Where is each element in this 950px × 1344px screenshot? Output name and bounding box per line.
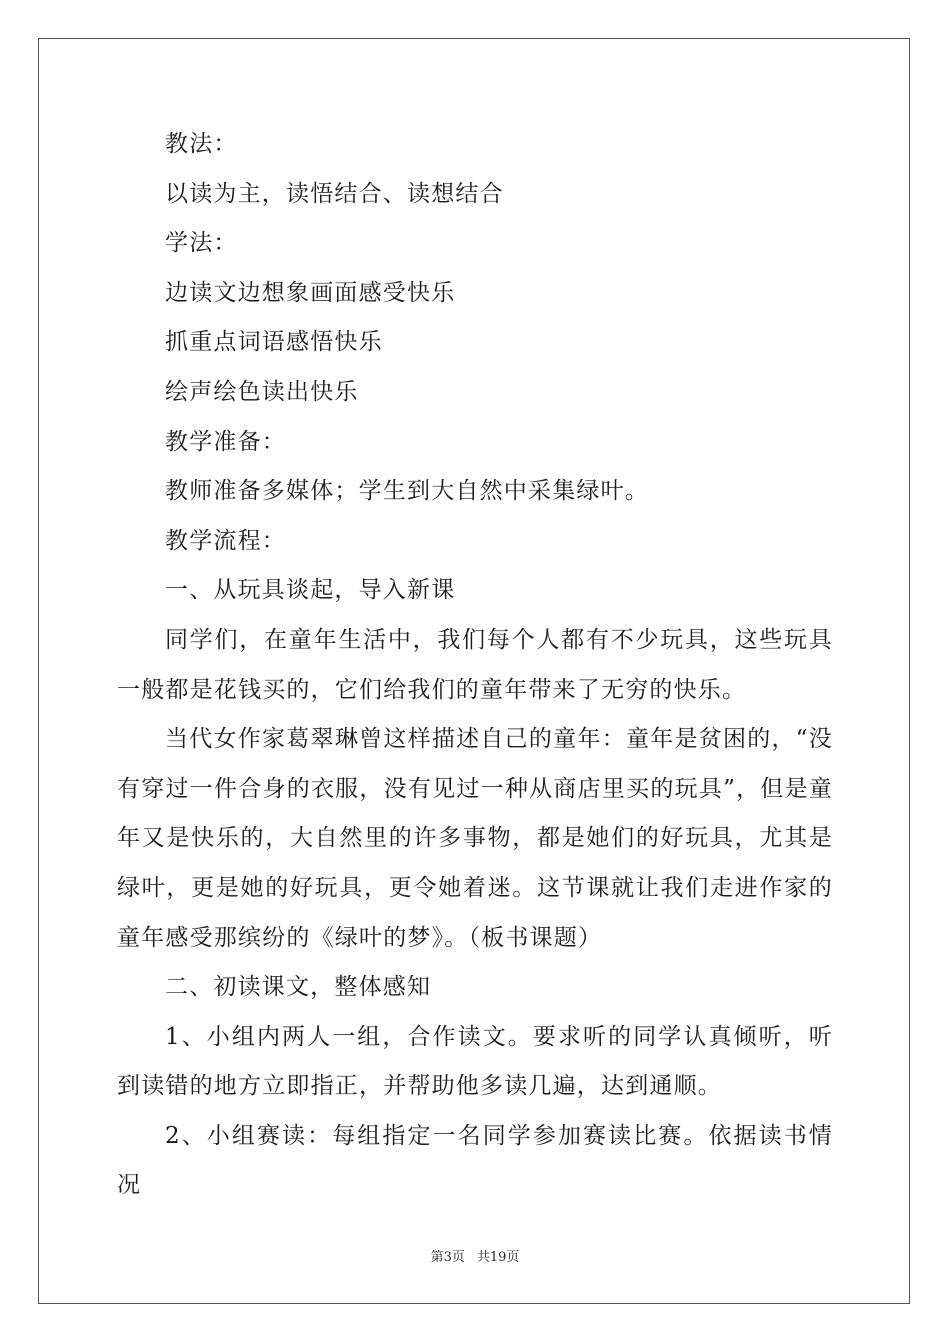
paragraph-teaching-method-heading: 教法： [165, 131, 238, 157]
paragraph-toys-intro: 同学们，在童年生活中，我们每个人都有不少玩具，这些玩具一般都是花钱买的，它们给我们的童年带来了无穷的快乐。 [117, 626, 833, 703]
paragraph-learning-method-1: 边读文边想象画面感受快乐 [165, 279, 456, 306]
document-body [117, 120, 833, 1211]
paragraph-group-contest: 2、小组赛读：每组指定一名同学参加赛读比赛。依据读书情况 [117, 1122, 833, 1199]
page-total: 共19页 [476, 1250, 520, 1265]
paragraph-preparation-heading: 教学准备： [165, 428, 286, 455]
paragraph-process-heading: 教学流程： [165, 527, 286, 554]
paragraph-section-one-heading: 一、从玩具谈起，导入新课 [165, 577, 456, 604]
paragraph-author-childhood: 当代女作家葛翠琳曾这样描述自己的童年：童年是贫困的，“没有穿过一件合身的衣服，没有见过一种从商店里买的玩具”，但是童年又是快乐的，大自然里的许多事物，都是她们的好玩具，尤其是绿叶，更是她的好玩具，更令她着迷。这节课就让我们走进作家的童年感受那缤纷的《绿叶的梦》。（板书课题） [117, 726, 833, 951]
page-footer [0, 1246, 950, 1265]
paragraph-teaching-method: 以读为主，读悟结合、读想结合 [165, 180, 504, 207]
paragraph-section-two-heading: 二、初读课文，整体感知 [165, 974, 432, 1001]
paragraph-preparation: 教师准备多媒体；学生到大自然中采集绿叶。 [165, 478, 649, 505]
paragraph-learning-method-3: 绘声绘色读出快乐 [165, 378, 359, 405]
page-number: 第3页 [430, 1250, 465, 1265]
paragraph-learning-method-2: 抓重点词语感悟快乐 [165, 329, 383, 356]
paragraph-group-reading: 1、小组内两人一组，合作读文。要求听的同学认真倾听，听到读错的地方立即指正，并帮助他多读几遍，达到通顺。 [117, 1023, 833, 1100]
paragraph-learning-method-heading: 学法： [165, 230, 238, 257]
